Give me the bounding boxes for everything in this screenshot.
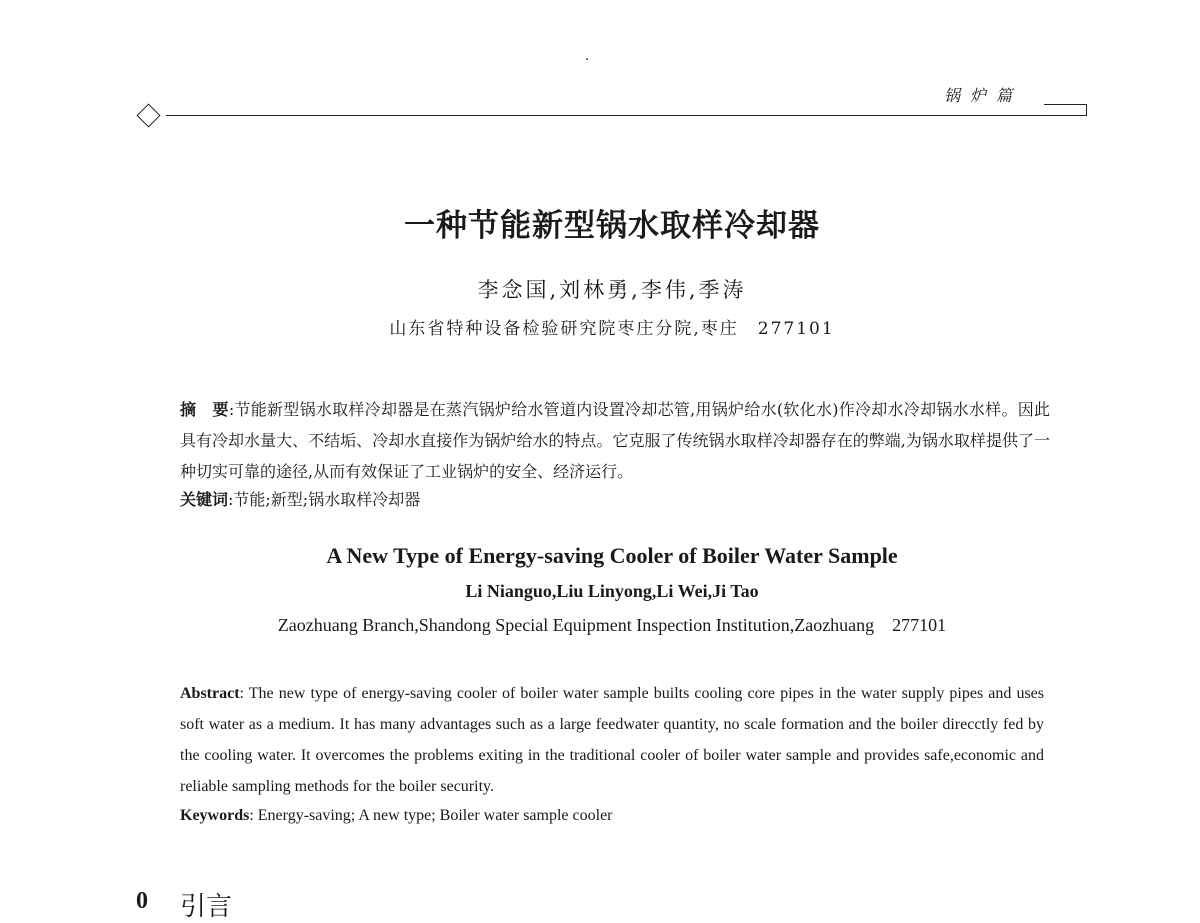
abstract-cn-label: 摘 要 — [180, 400, 229, 419]
abstract-en-text: The new type of energy-saving cooler of boiler water sample builts cooling core pipes in the water supply pipes and uses soft water as a medium. It has many advantages such as a large feedwater quantity, no scale formation and the boiler direcctly fed by the cooling water. It overcomes the problems exiting in the traditional cooler of boiler water sample and provides safe,economic and reliable sampling methods for the boiler security. — [180, 685, 1044, 795]
authors-en: Li Nianguo,Liu Linyong,Li Wei,Ji Tao — [465, 581, 759, 601]
header-diamond-ornament — [136, 103, 160, 127]
paper-title-cn: 一种节能新型锅水取样冷却器 — [404, 208, 820, 244]
paper-title-en: A New Type of Energy-saving Cooler of Boiler Water Sample — [326, 543, 898, 568]
keywords-cn-label: 关键词 — [180, 490, 229, 509]
keywords-cn-text: 节能;新型;锅水取样冷却器 — [233, 490, 421, 509]
header-rule-notch — [1044, 104, 1087, 116]
keywords-en-text: Energy-saving; A new type; Boiler water sample cooler — [257, 807, 613, 824]
header-section-label: 锅炉篇 — [944, 86, 1023, 105]
affiliation-en-name: Zaozhuang Branch,Shandong Special Equipment Inspection Institution,Zaozhuang — [277, 615, 875, 635]
keywords-en-label: Keywords — [180, 807, 250, 824]
affiliation-en — [0, 615, 1200, 636]
abstract-cn — [180, 394, 1050, 487]
keywords-en — [180, 800, 1044, 831]
affiliation-cn: 山东省特种设备检验研究院枣庄分院,枣庄 277101 — [389, 319, 835, 339]
keywords-en-colon: : — [249, 807, 258, 824]
affiliation-en-postcode: 277101 — [892, 615, 947, 635]
keywords-cn-colon: : — [228, 490, 234, 509]
abstract-en-colon: : — [239, 685, 249, 702]
scan-speck — [586, 58, 588, 60]
section-title: 引言 — [180, 892, 233, 922]
abstract-cn-colon: : — [228, 400, 235, 419]
abstract-en — [180, 678, 1044, 802]
section-number: 0 — [136, 888, 148, 914]
abstract-cn-text: 节能新型锅水取样冷却器是在蒸汽锅炉给水管道内设置冷却芯管,用锅炉给水(软化水)作冷却水冷却锅水水样。因此具有冷却水量大、不结垢、冷却水直接作为锅炉给水的特点。它克服了传统锅水取样冷却器存在的弊端,为锅水取样提供了一种切实可靠的途径,从而有效保证了工业锅炉的安全、经济运行。 — [180, 400, 1050, 481]
header-rule — [166, 115, 1086, 116]
authors-cn: 李念国,刘林勇,李伟,季涛 — [477, 278, 747, 302]
keywords-cn — [180, 484, 1050, 515]
abstract-en-label: Abstract — [180, 685, 240, 702]
